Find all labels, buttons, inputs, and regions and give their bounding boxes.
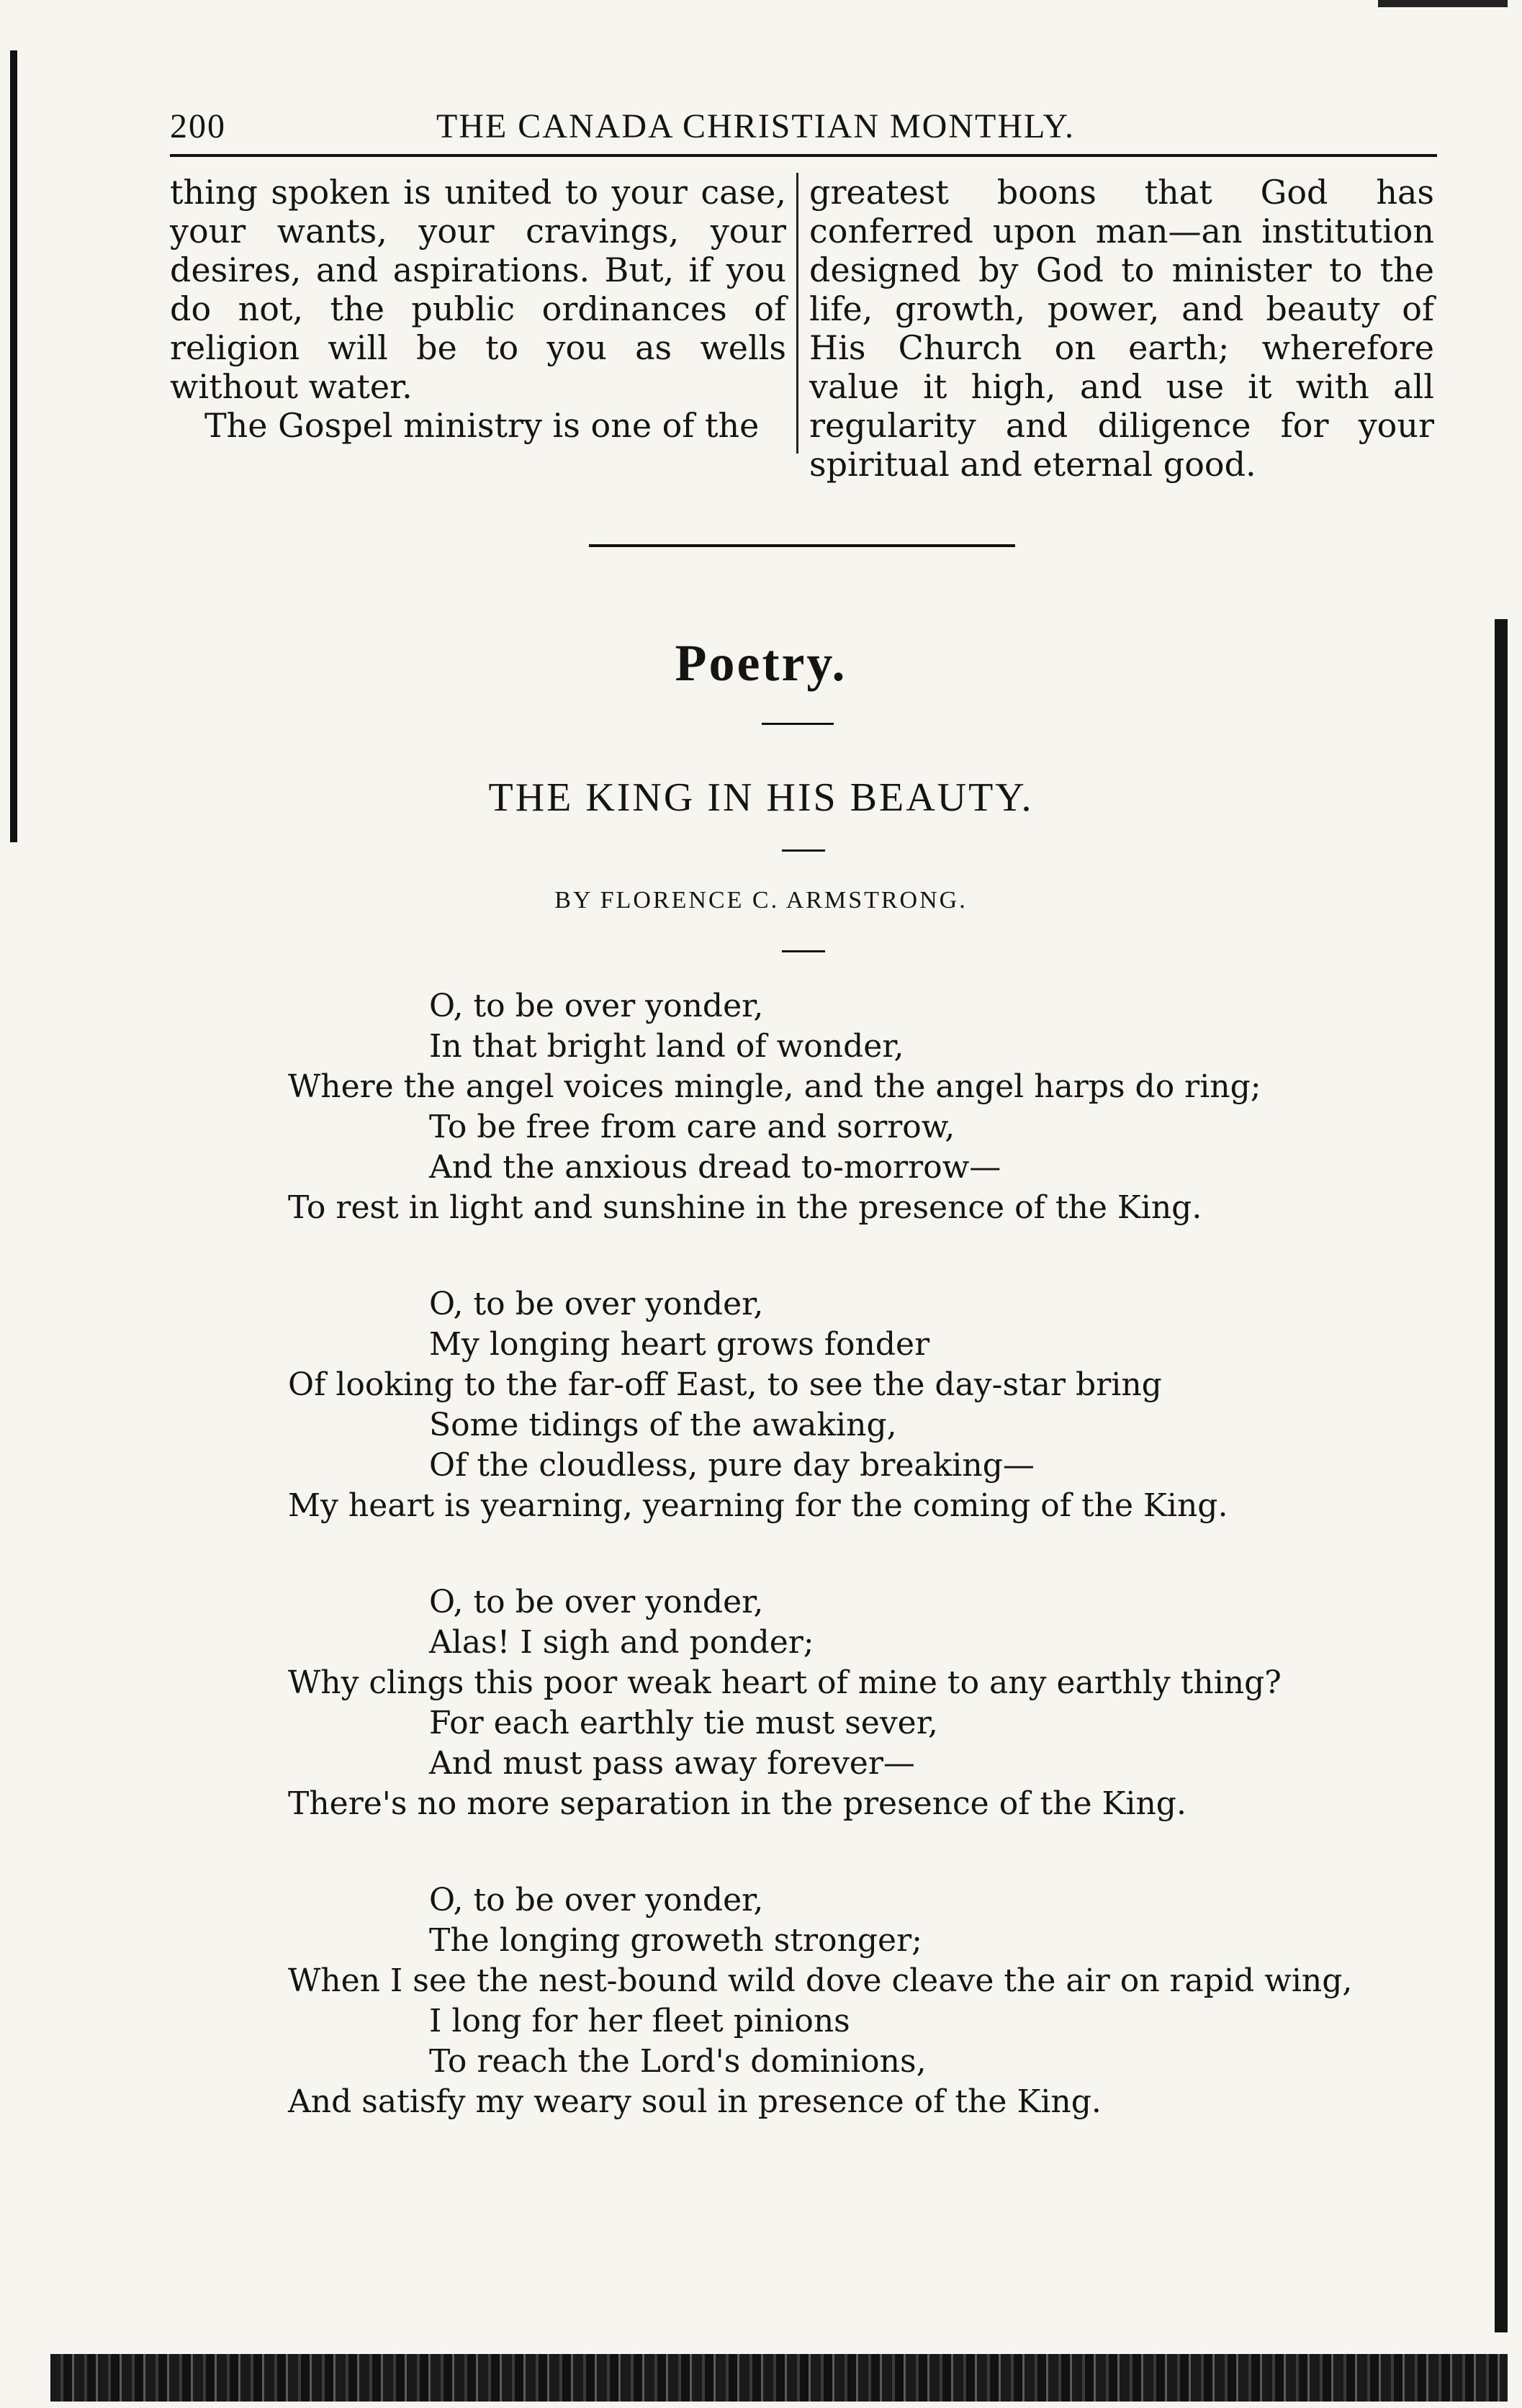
- poem-line: The longing groweth stronger;: [429, 1922, 922, 1959]
- poem-line: Where the angel voices mingle, and the angel harps do ring;: [288, 1068, 1261, 1105]
- poem-title: THE KING IN HIS BEAUTY.: [488, 775, 1034, 820]
- poem-line: For each earthly tie must sever,: [429, 1705, 938, 1741]
- poem-body: [288, 986, 1368, 2178]
- poem-line: O, to be over yonder,: [429, 1584, 764, 1620]
- poem-line: And satisfy my weary soul in presence of the King.: [288, 2083, 1102, 2120]
- poem-line: O, to be over yonder,: [429, 1882, 764, 1918]
- scan-edge-right: [1495, 619, 1508, 2332]
- ornament-dash: [762, 723, 834, 725]
- poem-line: And must pass away forever—: [429, 1745, 915, 1782]
- column-divider: [796, 173, 798, 454]
- poem-line: Why clings this poor weak heart of mine to any earthly thing?: [288, 1664, 1282, 1701]
- poem-line: In that bright land of wonder,: [429, 1028, 904, 1065]
- poem-line: My heart is yearning, yearning for the coming of the King.: [288, 1487, 1228, 1524]
- running-header: [170, 101, 1437, 151]
- paragraph: greatest boons that God has conferred upon man—an institution designed by God to minister to the life, growth, power, and beauty of His Church on earth; wherefore value it high, and use it with all regularity and diligence for your spiritual and eternal good.: [809, 173, 1434, 484]
- poem-line: To reach the Lord's dominions,: [429, 2043, 927, 2080]
- poem-line: I long for her fleet pinions: [429, 2003, 850, 2039]
- poem-line: O, to be over yonder,: [429, 988, 764, 1024]
- poem-line: My longing heart grows fonder: [429, 1326, 930, 1363]
- scan-edge-left: [10, 50, 17, 842]
- poem-line: To be free from care and sorrow,: [429, 1109, 955, 1145]
- ornament-dash: [782, 950, 825, 952]
- section-rule: [589, 544, 1015, 547]
- poem-line: When I see the nest-bound wild dove cleave the air on rapid wing,: [288, 1962, 1353, 1999]
- page-number: 200: [170, 107, 226, 145]
- poem-line: Of the cloudless, pure day breaking—: [429, 1447, 1035, 1484]
- poem-byline: BY FLORENCE C. ARMSTRONG.: [554, 887, 968, 914]
- journal-title: THE CANADA CHRISTIAN MONTHLY.: [436, 107, 1075, 145]
- poem-line: Of looking to the far-off East, to see the day-star bring: [288, 1366, 1162, 1403]
- stanza-3: [288, 1582, 1368, 1824]
- scan-edge-top: [1378, 0, 1508, 7]
- poem-line: Some tidings of the awaking,: [429, 1407, 897, 1443]
- poem-line: And the anxious dread to-morrow—: [429, 1149, 1001, 1186]
- stanza-2: [288, 1284, 1368, 1526]
- paragraph: thing spoken is united to your case, your wants, your cravings, your desires, and aspirations. But, if you do not, the public ordinances of religion will be to you as wells without water.: [170, 173, 786, 406]
- stanza-1: [288, 986, 1368, 1228]
- poem-line: To rest in light and sunshine in the presence of the King.: [288, 1189, 1202, 1226]
- section-heading: Poetry.: [675, 634, 847, 692]
- prose-column-right: [809, 173, 1434, 484]
- prose-column-left: [170, 173, 786, 445]
- stanza-4: [288, 1880, 1368, 2122]
- poem-line: Alas! I sigh and ponder;: [429, 1624, 814, 1661]
- paragraph: The Gospel ministry is one of the: [204, 406, 760, 445]
- ornament-dash: [782, 849, 825, 852]
- scan-edge-bottom: [50, 2354, 1508, 2402]
- poem-line: There's no more separation in the presence of the King.: [288, 1785, 1186, 1822]
- header-rule: [170, 154, 1437, 157]
- poem-line: O, to be over yonder,: [429, 1286, 764, 1322]
